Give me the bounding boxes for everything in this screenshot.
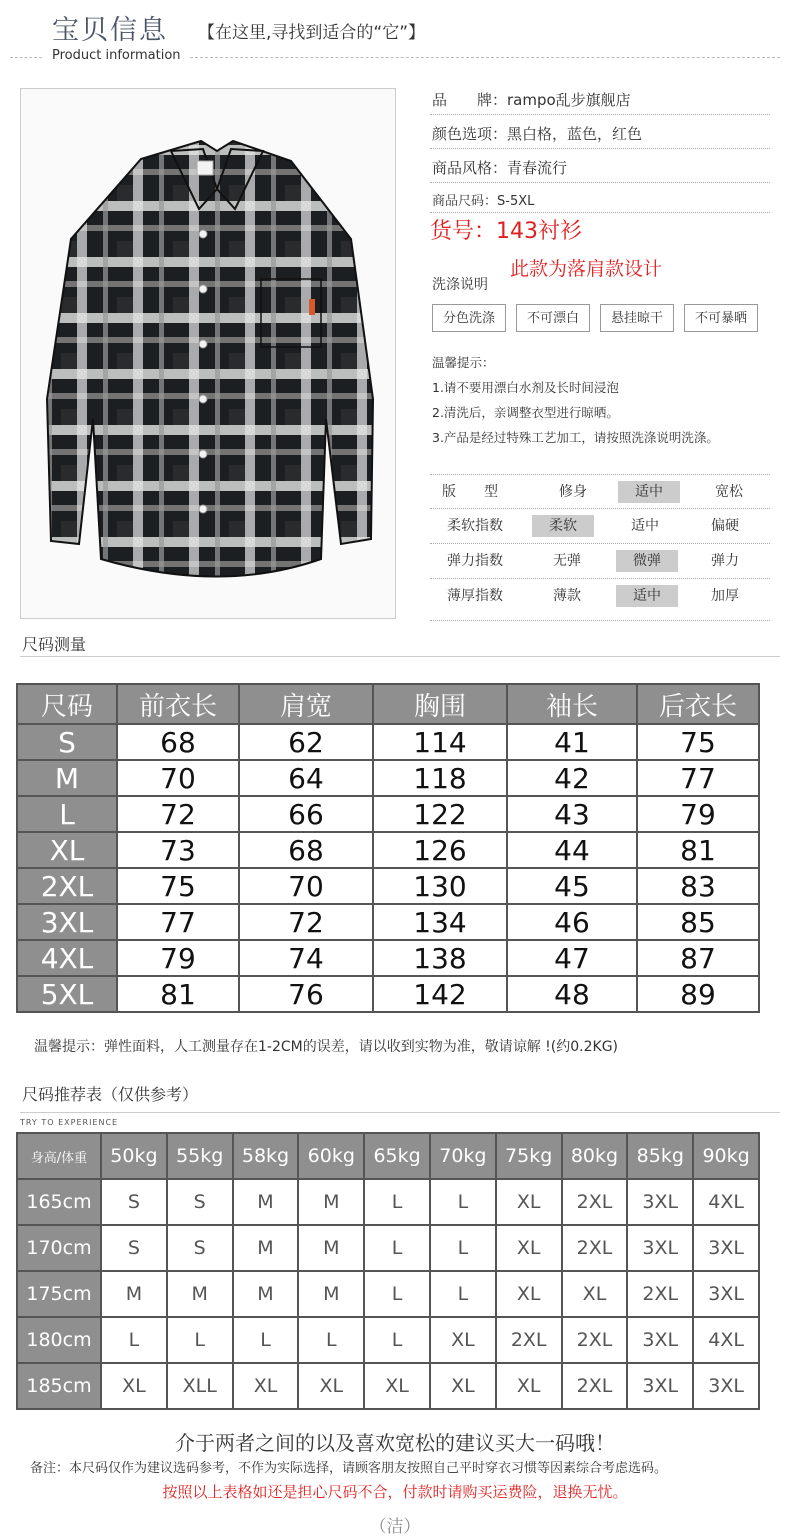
design-note: 此款为落肩款设计 <box>510 258 663 280</box>
rec-header-cell: 70kg <box>430 1133 496 1179</box>
size-cell: 79 <box>637 796 759 832</box>
fit-option: 加厚 <box>711 588 739 604</box>
size-cell: 75 <box>117 868 239 904</box>
rec-cell: 2XL <box>562 1363 628 1409</box>
tips-line: 1.请不要用漂白水剂及长时间浸泡 <box>432 380 619 395</box>
rec-cell: L <box>430 1225 496 1271</box>
size-section-divider <box>20 656 780 657</box>
size-cell: 126 <box>373 832 507 868</box>
rec-cell: L <box>430 1271 496 1317</box>
fit-option: 无弹 <box>553 553 581 569</box>
rec-cell: M <box>298 1225 364 1271</box>
size-cell: 75 <box>637 724 759 760</box>
size-label: 2XL <box>17 868 117 904</box>
size-cell: 44 <box>507 832 637 868</box>
size-cell: 130 <box>373 868 507 904</box>
fit-label: 薄厚指数 <box>447 588 503 604</box>
rec-cell: 2XL <box>496 1317 562 1363</box>
rec-header-cell: 60kg <box>298 1133 364 1179</box>
size-cell: 41 <box>507 724 637 760</box>
rec-cell: S <box>101 1179 167 1225</box>
fit-option: 修身 <box>559 484 587 500</box>
size-cell: 114 <box>373 724 507 760</box>
size-table-row <box>17 976 759 1012</box>
fit-option-selected: 适中 <box>618 481 680 503</box>
rec-cell: M <box>233 1225 299 1271</box>
size-cell: 134 <box>373 904 507 940</box>
footer-signature: （洁） <box>369 1517 421 1537</box>
size-cell: 70 <box>117 760 239 796</box>
rec-cell: 3XL <box>627 1363 693 1409</box>
rec-cell: 3XL <box>627 1225 693 1271</box>
rec-header-cell: 58kg <box>233 1133 299 1179</box>
size-cell: 73 <box>117 832 239 868</box>
rec-cell: 2XL <box>562 1317 628 1363</box>
rec-table-row <box>17 1225 759 1271</box>
size-cell: 62 <box>239 724 373 760</box>
size-label: M <box>17 760 117 796</box>
rec-cell: 3XL <box>693 1225 759 1271</box>
rec-cell: S <box>101 1225 167 1271</box>
size-cell: 81 <box>117 976 239 1012</box>
size-section-title: 尺码测量 <box>22 635 87 654</box>
footer-remark: 备注：本尺码仅作为建议选码参考，不作为实际选择，请顾客朋友按照自己平时穿衣习惯等因素综合考虑选码。 <box>30 1461 668 1476</box>
size-table-row <box>17 796 759 832</box>
rec-cell: 3XL <box>627 1179 693 1225</box>
rec-height: 180cm <box>17 1317 101 1363</box>
size-cell: 72 <box>239 904 373 940</box>
size-cell: 48 <box>507 976 637 1012</box>
rec-table-row <box>17 1179 759 1225</box>
rec-cell: XL <box>496 1225 562 1271</box>
size-table-row <box>17 724 759 760</box>
fit-label: 弹力指数 <box>447 553 503 569</box>
rec-cell: M <box>233 1179 299 1225</box>
product-photo <box>20 88 396 619</box>
fit-row-thickness <box>430 579 760 613</box>
fit-option-selected: 柔软 <box>532 515 594 537</box>
fit-option-selected: 微弹 <box>616 550 678 572</box>
rec-table-row <box>17 1363 759 1409</box>
size-cell: 43 <box>507 796 637 832</box>
footer-recommendation: 介于两者之间的以及喜欢宽松的建议买大一码哦！ <box>175 1431 615 1455</box>
info-style: 商品风格：青春流行 <box>432 159 568 177</box>
rec-cell: XL <box>496 1363 562 1409</box>
rec-cell: L <box>364 1225 430 1271</box>
size-header-cell: 袖长 <box>507 684 637 724</box>
size-table <box>16 683 760 1013</box>
rec-section-en: TRY TO EXPERIENCE <box>20 1118 119 1127</box>
rec-section-divider <box>20 1112 780 1113</box>
info-colors: 颜色选项：黑白格，蓝色，红色 <box>432 125 643 143</box>
size-cell: 47 <box>507 940 637 976</box>
rec-cell: XL <box>233 1363 299 1409</box>
size-note: 温馨提示：弹性面料，人工测量存在1-2CM的误差，请以收到实物为准，敬请谅解 !(约0.2KG) <box>34 1039 618 1055</box>
rec-cell: 2XL <box>562 1179 628 1225</box>
info-divider <box>430 182 770 183</box>
fit-option: 宽松 <box>715 484 743 500</box>
size-label: XL <box>17 832 117 868</box>
rec-header-cell: 75kg <box>496 1133 562 1179</box>
fit-label: 版 型 <box>442 484 498 500</box>
fit-row-elasticity <box>430 544 760 578</box>
rec-cell: M <box>298 1271 364 1317</box>
size-cell: 138 <box>373 940 507 976</box>
fit-option-selected: 适中 <box>616 585 678 607</box>
tips-line: 3.产品是经过特殊工艺加工，请按照洗涤说明洗涤。 <box>432 430 719 445</box>
rec-cell: 3XL <box>627 1317 693 1363</box>
size-header-cell: 肩宽 <box>239 684 373 724</box>
wash-item: 不可暴晒 <box>684 304 758 332</box>
wash-item: 悬挂晾干 <box>600 304 674 332</box>
page-title: 宝贝信息 <box>52 15 168 46</box>
rec-table <box>16 1132 760 1410</box>
size-cell: 76 <box>239 976 373 1012</box>
page-subtitle: 【在这里,寻找到适合的“它”】 <box>198 23 426 43</box>
size-cell: 89 <box>637 976 759 1012</box>
rec-cell: XL <box>298 1363 364 1409</box>
rec-cell: XL <box>364 1363 430 1409</box>
rec-table-row <box>17 1271 759 1317</box>
item-number: 货号：143衬衫 <box>430 219 582 244</box>
size-cell: 142 <box>373 976 507 1012</box>
info-divider <box>430 114 770 115</box>
wash-item: 不可漂白 <box>516 304 590 332</box>
header-divider-right <box>190 57 780 58</box>
rec-cell: XL <box>430 1317 496 1363</box>
info-sizes: 商品尺码：S-5XL <box>432 194 535 209</box>
size-cell: 46 <box>507 904 637 940</box>
size-header-cell: 胸围 <box>373 684 507 724</box>
rec-cell: 2XL <box>627 1271 693 1317</box>
rec-section-title: 尺码推荐表（仅供参考） <box>22 1085 199 1104</box>
page-title-en: Product information <box>52 48 181 63</box>
info-brand: 品 牌：rampo乱步旗舰店 <box>432 91 631 109</box>
size-cell: 70 <box>239 868 373 904</box>
rec-header-cell: 85kg <box>627 1133 693 1179</box>
rec-cell: L <box>167 1317 233 1363</box>
size-cell: 83 <box>637 868 759 904</box>
rec-header-cell: 65kg <box>364 1133 430 1179</box>
fit-option: 薄款 <box>553 588 581 604</box>
size-header-cell: 尺码 <box>17 684 117 724</box>
rec-header-cell: 50kg <box>101 1133 167 1179</box>
size-table-header <box>17 684 759 724</box>
info-divider <box>430 148 770 149</box>
size-cell: 118 <box>373 760 507 796</box>
rec-cell: M <box>167 1271 233 1317</box>
rec-cell: M <box>298 1179 364 1225</box>
rec-header-cell: 55kg <box>167 1133 233 1179</box>
size-cell: 45 <box>507 868 637 904</box>
rec-cell: XLL <box>167 1363 233 1409</box>
size-cell: 74 <box>239 940 373 976</box>
size-cell: 87 <box>637 940 759 976</box>
rec-cell: XL <box>496 1179 562 1225</box>
rec-cell: 4XL <box>693 1179 759 1225</box>
size-cell: 77 <box>117 904 239 940</box>
rec-cell: L <box>233 1317 299 1363</box>
wash-item: 分色洗涤 <box>432 304 506 332</box>
size-label: 3XL <box>17 904 117 940</box>
rec-cell: 4XL <box>693 1317 759 1363</box>
size-label: 4XL <box>17 940 117 976</box>
rec-cell: L <box>364 1271 430 1317</box>
footer-warning: 按照以上表格如还是担心尺码不合，付款时请购买运费险，退换无忧。 <box>162 1483 628 1501</box>
rec-cell: XL <box>562 1271 628 1317</box>
size-cell: 85 <box>637 904 759 940</box>
size-cell: 66 <box>239 796 373 832</box>
header-divider-left <box>10 57 42 58</box>
rec-cell: 3XL <box>693 1363 759 1409</box>
fit-option: 适中 <box>631 518 659 534</box>
fit-option: 弹力 <box>711 553 739 569</box>
rec-cell: S <box>167 1179 233 1225</box>
size-cell: 42 <box>507 760 637 796</box>
rec-cell: S <box>167 1225 233 1271</box>
size-cell: 64 <box>239 760 373 796</box>
tips-title: 温馨提示： <box>432 355 495 370</box>
wash-title: 洗涤说明 <box>432 277 488 293</box>
size-header-cell: 前衣长 <box>117 684 239 724</box>
size-cell: 68 <box>117 724 239 760</box>
rec-header-cell: 90kg <box>693 1133 759 1179</box>
rec-cell: 2XL <box>562 1225 628 1271</box>
rec-table-row <box>17 1317 759 1363</box>
rec-cell: XL <box>496 1271 562 1317</box>
info-divider <box>430 212 770 213</box>
size-label: L <box>17 796 117 832</box>
rec-cell: M <box>233 1271 299 1317</box>
rec-cell: L <box>364 1179 430 1225</box>
size-label: 5XL <box>17 976 117 1012</box>
rec-cell: L <box>298 1317 364 1363</box>
fit-row-type <box>430 475 760 509</box>
size-cell: 72 <box>117 796 239 832</box>
rec-cell: L <box>430 1179 496 1225</box>
rec-corner: 身高/体重 <box>17 1133 101 1179</box>
size-cell: 79 <box>117 940 239 976</box>
rec-table-header <box>17 1133 759 1179</box>
size-table-row <box>17 832 759 868</box>
size-header-cell: 后衣长 <box>637 684 759 724</box>
size-cell: 81 <box>637 832 759 868</box>
size-cell: 77 <box>637 760 759 796</box>
rec-height: 165cm <box>17 1179 101 1225</box>
size-table-row <box>17 940 759 976</box>
fit-row-softness <box>430 509 760 543</box>
fit-label: 柔软指数 <box>447 518 503 534</box>
rec-height: 170cm <box>17 1225 101 1271</box>
fit-divider <box>430 620 770 621</box>
shirt-image <box>21 89 395 618</box>
tips-line: 2.清洗后，亲调整衣型进行晾晒。 <box>432 405 619 420</box>
rec-height: 185cm <box>17 1363 101 1409</box>
rec-cell: 3XL <box>693 1271 759 1317</box>
rec-cell: XL <box>430 1363 496 1409</box>
size-table-row <box>17 868 759 904</box>
size-label: S <box>17 724 117 760</box>
rec-header-cell: 80kg <box>562 1133 628 1179</box>
rec-cell: XL <box>101 1363 167 1409</box>
size-table-row <box>17 760 759 796</box>
fit-option: 偏硬 <box>711 518 739 534</box>
size-cell: 122 <box>373 796 507 832</box>
rec-cell: L <box>364 1317 430 1363</box>
size-table-row <box>17 904 759 940</box>
size-cell: 68 <box>239 832 373 868</box>
rec-height: 175cm <box>17 1271 101 1317</box>
rec-cell: L <box>101 1317 167 1363</box>
rec-cell: M <box>101 1271 167 1317</box>
